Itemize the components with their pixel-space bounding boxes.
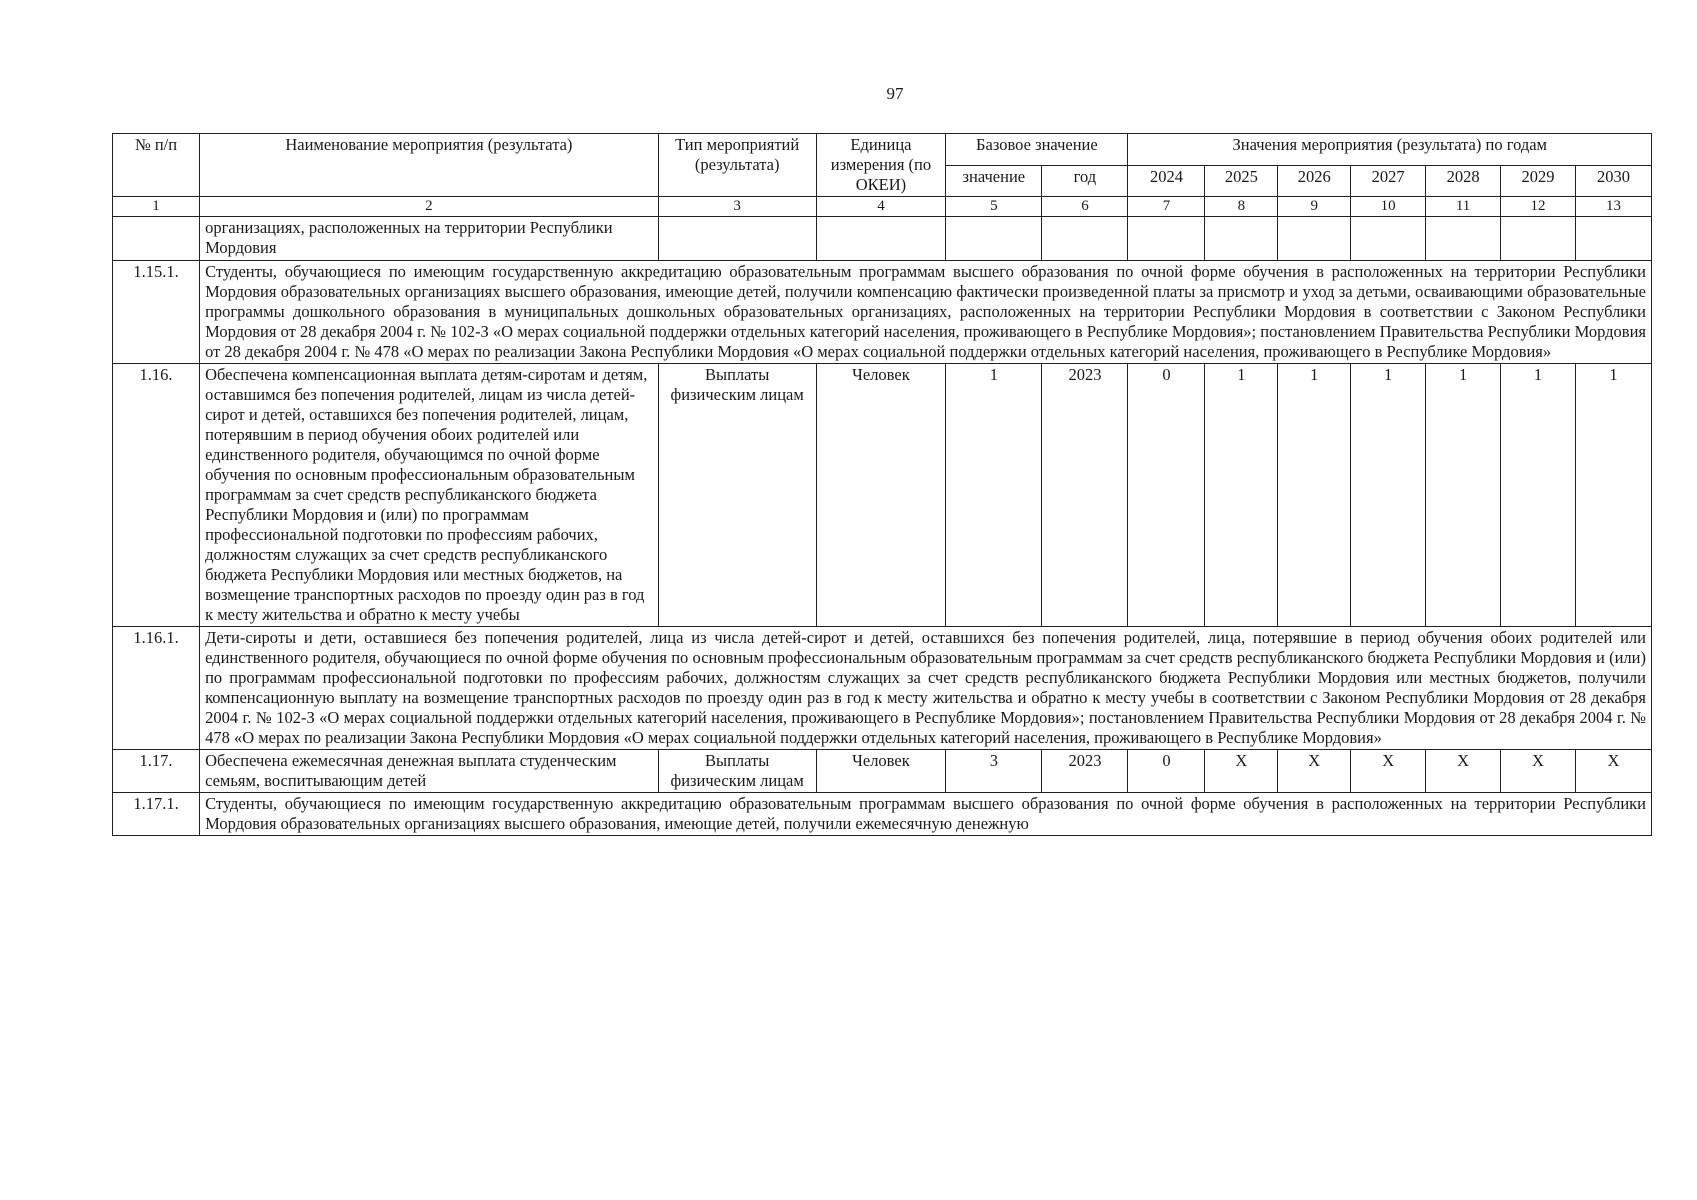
row-year-value: X <box>1501 750 1576 793</box>
column-number: 9 <box>1278 197 1351 217</box>
row-year-value: X <box>1575 750 1651 793</box>
row-name: Обеспечена компенсационная выплата детям-сиротам и детям, оставшимся без попечения родителей, лицам из числа детей-сирот и детей, оставшихся без попечения родителей, лицам, потерявшим в период обучения обоих родителей или единственного родителя, обучающимся по очной форме обучения по основным профессиональным образовательным программам за счет средств республиканского бюджета Республики Мордовия и (или) по программам профессиональной подготовки по профессиям рабочих, должностям служащих за счет средств республиканского бюджета Республики Мордовия или местных бюджетов, на возмещение транспортных расходов по проезду один раз в год к месту жительства и обратно к месту учебы <box>200 364 659 627</box>
column-number: 6 <box>1042 197 1128 217</box>
column-number: 7 <box>1128 197 1205 217</box>
row-description: Студенты, обучающиеся по имеющим государственную аккредитацию образовательным программам высшего образования по очной форме обучения в расположенных на территории Республики Мордовия образовательных организациях высшего образования, имеющие детей, получили ежемесячную денежную <box>200 793 1652 836</box>
table-row <box>113 750 1652 793</box>
row-base-value: 3 <box>946 750 1042 793</box>
row-num: 1.17. <box>113 750 200 793</box>
row-base-year: 2023 <box>1042 750 1128 793</box>
row-year-value: 1 <box>1501 364 1576 627</box>
row-num: 1.17.1. <box>113 793 200 836</box>
row-year-value: 1 <box>1278 364 1351 627</box>
header-year: 2030 <box>1575 165 1651 197</box>
page-number: 97 <box>886 84 904 103</box>
header-unit: Единица измерения (по ОКЕИ) <box>816 134 946 197</box>
row-num: 1.15.1. <box>113 261 200 364</box>
row-year-value: 1 <box>1575 364 1651 627</box>
table-row <box>113 627 1652 750</box>
column-number: 3 <box>658 197 816 217</box>
row-year-value: 1 <box>1426 364 1501 627</box>
header-base-year: год <box>1042 165 1128 197</box>
column-number: 10 <box>1351 197 1426 217</box>
header-year: 2027 <box>1351 165 1426 197</box>
row-type: Выплаты физическим лицам <box>658 364 816 627</box>
table-row <box>113 364 1652 627</box>
header-type: Тип мероприятий (результата) <box>658 134 816 197</box>
row-year-value: 1 <box>1351 364 1426 627</box>
row-num <box>113 217 200 261</box>
header-name: Наименование мероприятия (результата) <box>200 134 659 197</box>
column-number: 2 <box>200 197 659 217</box>
row-base-value: 1 <box>946 364 1042 627</box>
header-year: 2029 <box>1501 165 1576 197</box>
row-base-year: 2023 <box>1042 364 1128 627</box>
column-number: 13 <box>1575 197 1651 217</box>
header-year: 2028 <box>1426 165 1501 197</box>
header-base-value: значение <box>946 165 1042 197</box>
row-unit: Человек <box>816 364 946 627</box>
header-row-1 <box>113 134 1652 166</box>
row-name: Обеспечена ежемесячная денежная выплата студенческим семьям, воспитывающим детей <box>200 750 659 793</box>
header-base: Базовое значение <box>946 134 1128 166</box>
header-year: 2024 <box>1128 165 1205 197</box>
column-number-row <box>113 197 1652 217</box>
header-years-group: Значения мероприятия (результата) по годам <box>1128 134 1652 166</box>
column-number: 5 <box>946 197 1042 217</box>
row-year-value: X <box>1426 750 1501 793</box>
header-num: № п/п <box>113 134 200 197</box>
row-year-value: 1 <box>1205 364 1278 627</box>
row-type: Выплаты физическим лицам <box>658 750 816 793</box>
row-num: 1.16.1. <box>113 627 200 750</box>
row-num: 1.16. <box>113 364 200 627</box>
column-number: 11 <box>1426 197 1501 217</box>
row-description: Студенты, обучающиеся по имеющим государственную аккредитацию образовательным программам высшего образования по очной форме обучения в расположенных на территории Республики Мордовия образовательных организациях высшего образования, имеющие детей, получили компенсацию фактически произведенной платы за присмотр и уход за детьми, осваивающими образовательные программы дошкольного образования в муниципальных дошкольных образовательных организациях, расположенных на территории Республики Мордовия в соответствии с Законом Республики Мордовия от 28 декабря 2004 г. № 102-З «О мерах социальной поддержки отдельных категорий населения, проживающего в Республике Мордовия»; постановлением Правительства Республики Мордовия от 28 декабря 2004 г. № 478 «О мерах по реализации Закона Республики Мордовия «О мерах социальной поддержки отдельных категорий населения, проживающего в Республике Мордовия» <box>200 261 1652 364</box>
row-name: организациях, расположенных на территории Республики Мордовия <box>200 217 659 261</box>
header-year: 2026 <box>1278 165 1351 197</box>
column-number: 4 <box>816 197 946 217</box>
table-row <box>113 261 1652 364</box>
table-row <box>113 793 1652 836</box>
column-number: 1 <box>113 197 200 217</box>
row-year-value: X <box>1205 750 1278 793</box>
column-number: 8 <box>1205 197 1278 217</box>
header-year: 2025 <box>1205 165 1278 197</box>
row-unit: Человек <box>816 750 946 793</box>
row-year-value: X <box>1351 750 1426 793</box>
row-year-value: 0 <box>1128 750 1205 793</box>
column-number: 12 <box>1501 197 1576 217</box>
row-year-value: X <box>1278 750 1351 793</box>
table-row <box>113 217 1652 261</box>
row-description: Дети-сироты и дети, оставшиеся без попечения родителей, лица из числа детей-сирот и детей, оставшихся без попечения родителей, лица, потерявшие в период обучения обоих родителей или единственного родителя, обучающиеся по очной форме обучения по основным профессиональным образовательным программам за счет средств республиканского бюджета Республики Мордовия и (или) по программам профессиональной подготовки по профессиям рабочих, должностям служащих за счет средств республиканского бюджета Республики Мордовия или местных бюджетов, получили компенсационную выплату на возмещение транспортных расходов по проезду один раз в год к месту жительства и обратно к месту учебы в соответствии с Законом Республики Мордовия от 28 декабря 2004 г. № 102-З «О мерах социальной поддержки отдельных категорий населения, проживающего в Республике Мордовия»; постановлением Правительства Республики Мордовия от 28 декабря 2004 г. № 478 «О мерах по реализации Закона Республики Мордовия «О мерах социальной поддержки отдельных категорий населения, проживающего в Республике Мордовия» <box>200 627 1652 750</box>
row-year-value: 0 <box>1128 364 1205 627</box>
measures-table <box>112 133 1652 836</box>
